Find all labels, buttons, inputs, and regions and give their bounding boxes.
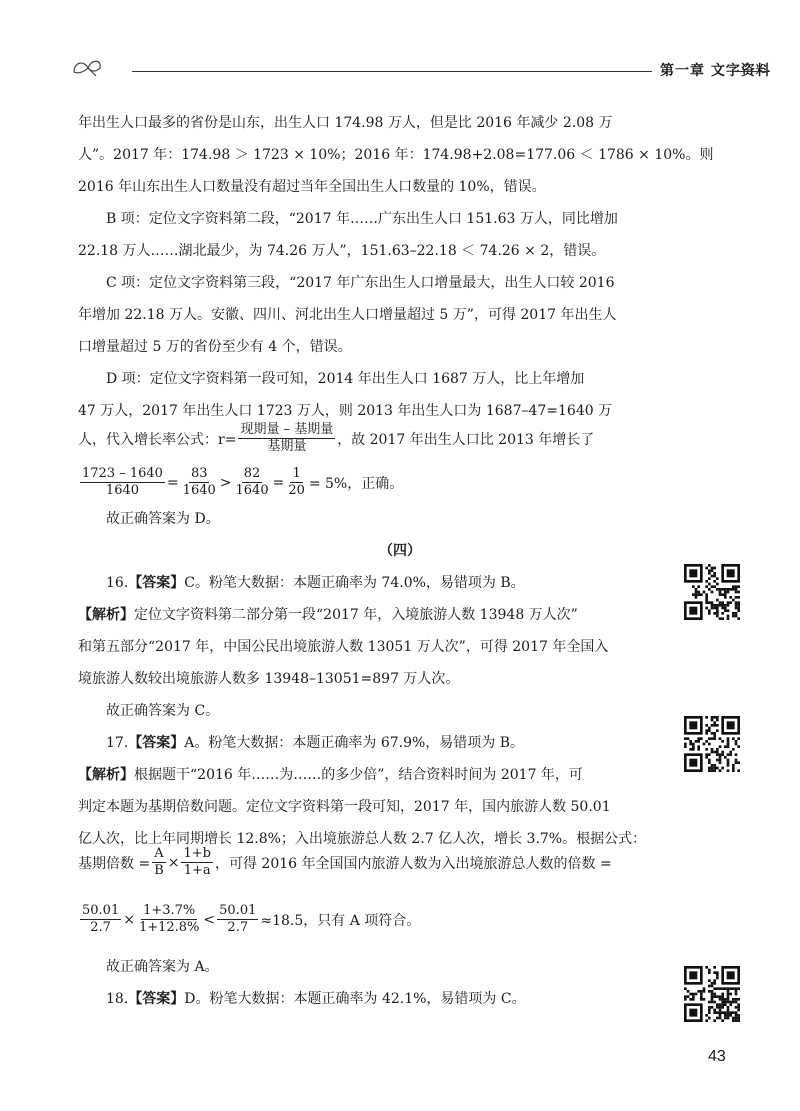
growth-rate-formula — [78, 422, 594, 455]
page-header — [70, 56, 770, 82]
chapter-title: 第一章 文字资料 — [660, 63, 771, 79]
answer-tag: 【答案】 — [128, 575, 185, 591]
formula-prefix: 基期倍数 = — [78, 855, 151, 872]
fraction-numerator: 50.01 — [219, 903, 257, 918]
answer-tag: 【答案】 — [128, 991, 185, 1007]
text-line: D 项：定位文字资料第一段可知，2014 年出生人口 1687 万人，比上年增加 — [106, 371, 585, 387]
fraction-denominator: 2.7 — [90, 920, 111, 935]
question-number: 17. — [106, 735, 129, 751]
fraction — [80, 466, 165, 499]
fraction-numerator: 1+b — [183, 846, 211, 861]
operator: < — [203, 911, 216, 928]
fraction-denominator: 2.7 — [227, 920, 249, 935]
text-line: 口增量超过 5 万的省份至少有 4 个，错误。 — [78, 339, 352, 355]
fraction-numerator: 1 — [292, 466, 301, 481]
qr-code-icon[interactable] — [684, 564, 740, 620]
operator: × — [123, 911, 135, 928]
text-line: 年出生人口最多的省份是山东，出生人口 174.98 万人，但是比 2016 年减少 2.08 万 — [78, 115, 613, 131]
base-multiple-calculation — [78, 903, 420, 936]
answer-line-q16 — [106, 573, 525, 593]
analysis-tag: 【解析】 — [78, 767, 134, 783]
page-number: 43 — [708, 1048, 726, 1065]
operator: > — [219, 474, 232, 491]
analysis-text: 定位文字资料第二部分第一段“2017 年，入境旅游人数 13948 万人次” — [134, 607, 578, 623]
answer-line-q18 — [106, 989, 526, 1009]
analysis-line — [78, 765, 583, 785]
fraction — [181, 466, 218, 499]
operator: = — [166, 474, 179, 491]
fraction — [238, 422, 335, 455]
fraction-numerator: 现期量 – 基期量 — [240, 422, 334, 437]
fraction-denominator: B — [154, 863, 164, 878]
fraction — [152, 846, 166, 879]
formula-suffix: ，故 2017 年出生人口比 2013 年增长了 — [337, 431, 595, 448]
analysis-line — [78, 605, 578, 625]
fraction — [137, 903, 201, 936]
answer-tag: 【答案】 — [128, 735, 185, 751]
formula-suffix: = 5%，正确。 — [308, 475, 404, 492]
fraction — [80, 903, 121, 936]
fraction-numerator: A — [154, 846, 164, 861]
text-line: 人”。2017 年：174.98 ＞ 1723 × 10%；2016 年：174.98+2.08=177.06 ＜ 1786 × 10%。则 — [78, 147, 714, 163]
formula-suffix: ，可得 2016 年全国国内旅游人数为入出境旅游总人数的倍数 = — [214, 855, 612, 872]
text-line: 2016 年山东出生人口数量没有超过当年全国出生人口数量的 10%，错误。 — [78, 179, 546, 195]
header-rule — [132, 71, 652, 72]
analysis-line: 判定本题为基期倍数问题。定位文字资料第一段可知，2017 年，国内旅游人数 50.01 — [78, 799, 611, 815]
analysis-line: 和第五部分“2017 年，中国公民出境旅游人数 13051 万人次”，可得 2017 年全国入 — [78, 639, 609, 655]
text-line: 47 万人，2017 年出生人口 1723 万人，则 2013 年出生人口为 1687–47=1640 万 — [78, 403, 613, 419]
answer-line: 故正确答案为 A。 — [106, 959, 219, 975]
answer-line: 故正确答案为 D。 — [106, 511, 220, 527]
formula-suffix: ≈18.5，只有 A 项符合。 — [260, 912, 421, 929]
fraction-numerator: 1+3.7% — [143, 903, 196, 918]
fraction-denominator: 1640 — [235, 483, 269, 498]
analysis-line: 境旅游人数较出境旅游人数多 13948–13051=897 万人次。 — [78, 671, 460, 687]
base-multiple-formula — [78, 846, 612, 879]
growth-calculation — [78, 466, 403, 499]
answer-line-q17 — [106, 733, 524, 753]
fraction — [181, 846, 213, 879]
answer-text: D。粉笔大数据：本题正确率为 42.1%，易错项为 C。 — [184, 991, 526, 1007]
fraction-numerator: 50.01 — [82, 903, 120, 918]
qr-code-icon[interactable] — [684, 966, 740, 1022]
analysis-text: 根据题干“2016 年……为……的多少倍”，结合资料时间为 2017 年，可 — [134, 767, 583, 783]
text-line: 年增加 22.18 万人。安徽、四川、河北出生人口增量超过 5 万”，可得 2017 年出生人 — [78, 307, 617, 323]
section-title: （四） — [379, 543, 421, 559]
text-line: C 项：定位文字资料第三段，“2017 年广东出生人口增量最大，出生人口较 2016 — [106, 275, 615, 291]
answer-line: 故正确答案为 C。 — [106, 703, 220, 719]
leaf-icon — [70, 54, 106, 80]
fraction-denominator: 1640 — [182, 483, 216, 498]
qr-code-icon[interactable] — [684, 716, 740, 772]
answer-text: A。粉笔大数据：本题正确率为 67.9%，易错项为 B。 — [184, 735, 525, 751]
fraction — [234, 466, 271, 499]
answer-text: C。粉笔大数据：本题正确率为 74.0%，易错项为 B。 — [184, 575, 525, 591]
fraction-numerator: 1723 – 1640 — [82, 466, 163, 481]
analysis-line: 亿人次，比上年同期增长 12.8%；入出境旅游总人数 2.7 亿人次，增长 3.7%。根据公式： — [78, 831, 647, 847]
fraction-numerator: 82 — [243, 466, 261, 481]
fraction-denominator: 基期量 — [267, 439, 307, 454]
question-number: 16. — [106, 575, 129, 591]
text-line: 22.18 万人……湖北最少，为 74.26 万人”，151.63–22.18 ＜ 74.26 × 2，错误。 — [78, 243, 606, 259]
fraction-denominator: 20 — [288, 483, 305, 498]
fraction-denominator: 1640 — [105, 483, 140, 498]
header-rule-right — [732, 71, 770, 72]
analysis-tag: 【解析】 — [78, 607, 134, 623]
fraction-numerator: 83 — [190, 466, 208, 481]
operator: × — [167, 854, 180, 871]
fraction — [286, 466, 307, 499]
text-line: B 项：定位文字资料第二段，“2017 年……广东出生人口 151.63 万人，同比增加 — [106, 211, 618, 227]
operator: = — [272, 474, 285, 491]
fraction-denominator: 1+a — [183, 863, 211, 878]
question-number: 18. — [106, 991, 129, 1007]
formula-prefix: 人，代入增长率公式：r= — [78, 431, 237, 448]
fraction — [217, 903, 258, 936]
fraction-denominator: 1+12.8% — [138, 920, 200, 935]
